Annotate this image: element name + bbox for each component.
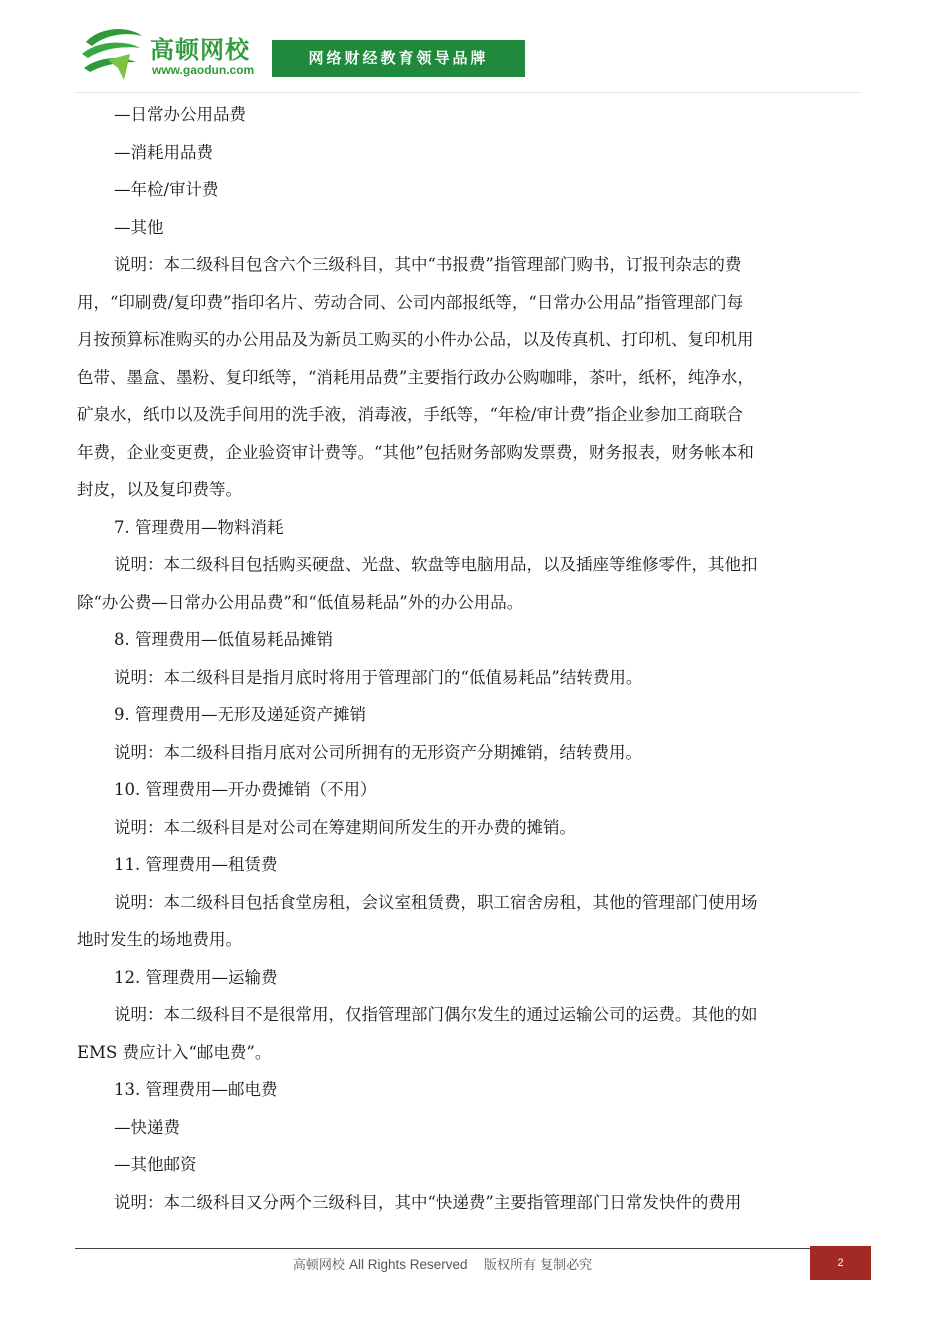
gaodun-logo-icon bbox=[78, 24, 146, 84]
text-line: —其他 bbox=[114, 217, 164, 237]
footer-divider bbox=[75, 1248, 810, 1249]
text-line: 除“办公费—日常办公用品费”和“低值易耗品”外的办公用品。 bbox=[77, 592, 524, 612]
text-line: 7. 管理费用—物料消耗 bbox=[114, 517, 284, 537]
text-line: 11. 管理费用—租赁费 bbox=[114, 855, 278, 874]
text-line: 封皮，以及复印费等。 bbox=[77, 480, 242, 499]
text-line: 月按预算标准购买的办公用品及为新员工购买的小件办公品，以及传真机、打印机、复印机用 bbox=[77, 330, 754, 349]
text-line: 说明：本二级科目不是很常用，仅指管理部门偶尔发生的通过运输公司的运费。其他的如 bbox=[114, 1005, 758, 1024]
text-line: —其他邮资 bbox=[114, 1155, 197, 1174]
text-line: 说明：本二级科目包括购买硬盘、光盘、软盘等电脑用品，以及插座等维修零件，其他扣 bbox=[114, 555, 758, 574]
page-number: 2 bbox=[810, 1246, 871, 1280]
footer-text bbox=[75, 1254, 810, 1273]
document-body bbox=[77, 96, 863, 1221]
text-line: 8. 管理费用—低值易耗品摊销 bbox=[114, 630, 333, 649]
footer-rights: All Rights Reserved bbox=[348, 1257, 468, 1272]
text-line: 说明：本二级科目是对公司在筹建期间所发生的开办费的摊销。 bbox=[114, 817, 576, 837]
text-line: 说明：本二级科目是指月底时将用于管理部门的“低值易耗品”结转费用。 bbox=[114, 667, 643, 687]
page-header bbox=[76, 22, 860, 93]
slogan-banner: 网络财经教育领导品牌 bbox=[272, 40, 525, 77]
text-line: 9. 管理费用—无形及递延资产摊销 bbox=[114, 705, 366, 724]
page-footer bbox=[75, 1246, 871, 1280]
footer-brand: 高顿网校 bbox=[292, 1258, 345, 1273]
logo-title: 高顿网校 bbox=[150, 36, 250, 64]
text-line: 说明：本二级科目包含六个三级科目，其中“书报费”指管理部门购书，订报刊杂志的费 bbox=[114, 255, 742, 274]
text-line: 说明：本二级科目包括食堂房租，会议室租赁费，职工宿舍房租，其他的管理部门使用场 bbox=[114, 892, 758, 912]
text-line: 色带、墨盒、墨粉、复印纸等，“消耗用品费”主要指行政办公购咖啡，茶叶，纸杯，纯净水， bbox=[77, 367, 754, 387]
text-line: —消耗用品费 bbox=[114, 142, 213, 162]
text-line: 矿泉水，纸巾以及洗手间用的洗手液，消毒液，手纸等，“年检/审计费”指企业参加工商联合 bbox=[77, 405, 743, 424]
text-line: 说明：本二级科目指月底对公司所拥有的无形资产分期摊销，结转费用。 bbox=[114, 742, 642, 762]
text-line: 地时发生的场地费用。 bbox=[77, 930, 242, 949]
text-line: 年费，企业变更费，企业验资审计费等。“其他”包括财务部购发票费，财务报表，财务帐本和 bbox=[77, 442, 754, 462]
text-line: —日常办公用品费 bbox=[114, 105, 246, 124]
logo-url: www.gaodun.com bbox=[152, 63, 255, 77]
text-line: —快递费 bbox=[114, 1117, 180, 1137]
text-line: 10. 管理费用—开办费摊销（不用） bbox=[114, 780, 377, 799]
text-line: —年检/审计费 bbox=[114, 180, 219, 199]
text-line: 13. 管理费用—邮电费 bbox=[114, 1080, 278, 1099]
text-line: 说明：本二级科目又分两个三级科目，其中“快递费”主要指管理部门日常发快件的费用 bbox=[114, 1192, 742, 1212]
text-line: 12. 管理费用—运输费 bbox=[114, 967, 278, 987]
text-line: 用，“印刷费/复印费”指印名片、劳动合同、公司内部报纸等，“日常办公用品”指管理部门每 bbox=[77, 292, 744, 312]
footer-copyright: 版权所有 复制必究 bbox=[484, 1258, 593, 1273]
text-line: EMS 费应计入“邮电费”。 bbox=[77, 1042, 272, 1062]
